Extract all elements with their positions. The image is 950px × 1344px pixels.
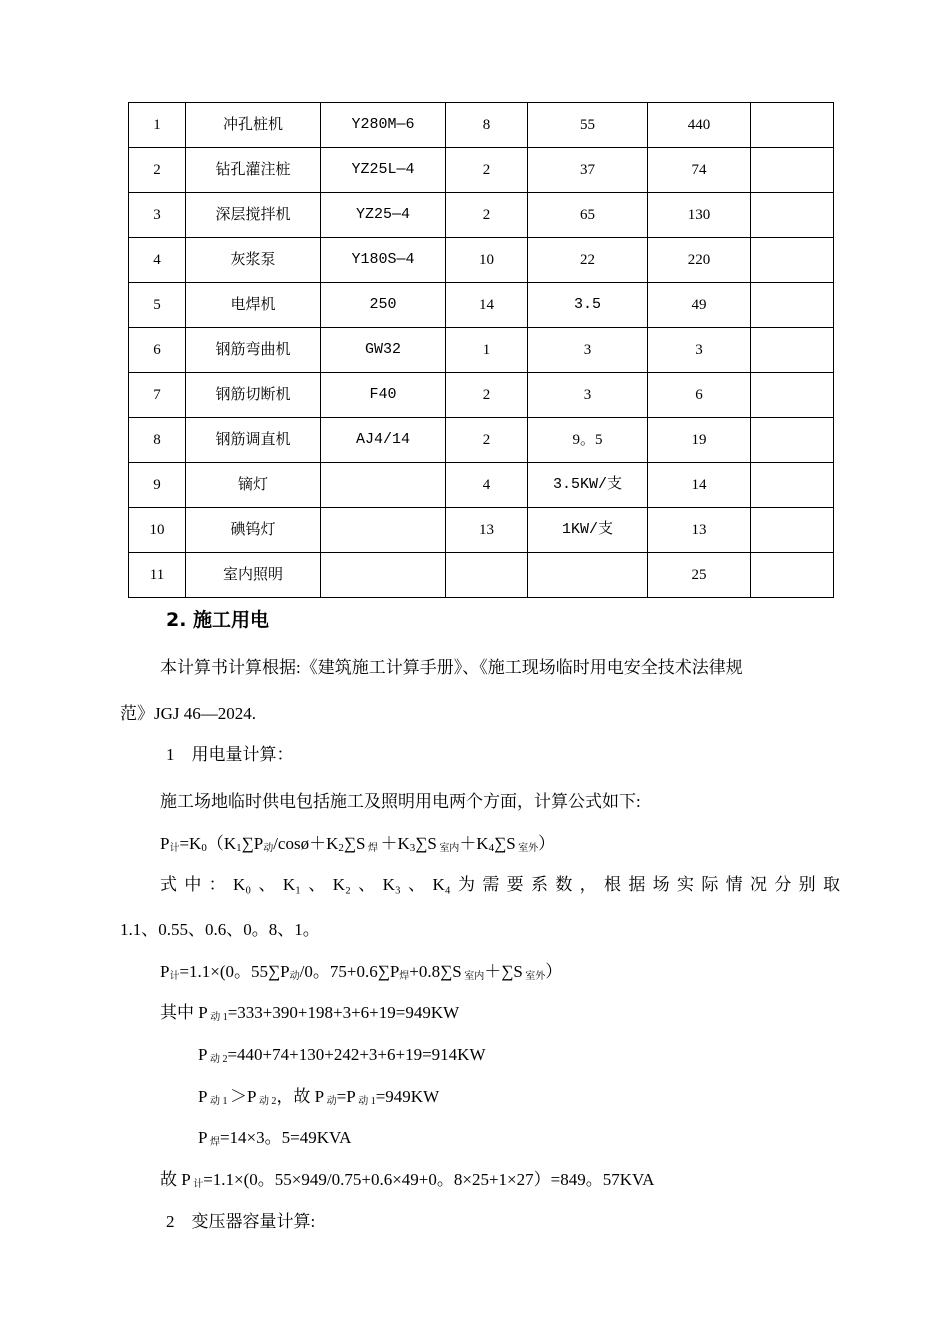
table-row [129, 328, 834, 373]
table-row [129, 103, 834, 148]
cell-model: Y180S—4 [321, 238, 446, 283]
cell-unit-power: 3.5KW/支 [528, 463, 648, 508]
cell-total-power: 49 [648, 283, 751, 328]
table-row [129, 283, 834, 328]
cell-quantity: 2 [446, 418, 528, 463]
section-heading: 2. 施工用电 [166, 609, 270, 631]
cell-total-power: 3 [648, 328, 751, 373]
table-row [129, 193, 834, 238]
cell-total-power: 14 [648, 463, 751, 508]
cell-unit-power: 3 [528, 373, 648, 418]
table-row [129, 508, 834, 553]
cell-index: 9 [129, 463, 186, 508]
formula-substituted: $P_计=1.1\times(0$。$55\sum P_动/0$。$75+0.6\sum P_焊+0.8\sum S$ $_{室内}$＋∑S $_{室外}$） [160, 962, 563, 982]
cell-equipment: 钢筋调直机 [186, 418, 321, 463]
cell-quantity: 8 [446, 103, 528, 148]
p-dong-1-value: =333+390+198+3+6+19=949KW [227, 1003, 460, 1022]
cell-model: AJ4/14 [321, 418, 446, 463]
cell-index: 5 [129, 283, 186, 328]
cell-remark [751, 148, 834, 193]
cell-remark [751, 508, 834, 553]
cell-total-power: 6 [648, 373, 751, 418]
cell-unit-power: 55 [528, 103, 648, 148]
p-dong-2-line: P $_{动 2}$=440+74+130+242+3+6+19=914KW [198, 1045, 486, 1065]
step-2-title: 2 变压器容量计算: [166, 1212, 316, 1231]
cell-total-power: 130 [648, 193, 751, 238]
cell-index: 2 [129, 148, 186, 193]
cell-model: Y280M—6 [321, 103, 446, 148]
p-dong-2-value: =440+74+130+242+3+6+19=914KW [227, 1045, 486, 1064]
cell-index: 11 [129, 553, 186, 598]
cell-quantity: 13 [446, 508, 528, 553]
p-total-value: =1.1×(0。55×949/0.75+0.6×49+0。8×25+1×27）=849。57KVA [203, 1170, 655, 1189]
formula-description: 施工场地临时供电包括施工及照明用电两个方面，计算公式如下: [160, 792, 641, 811]
cell-remark [751, 193, 834, 238]
intro-line-1: 本计算书计算根据:《建筑施工计算手册》、《施工现场临时用电安全技术法律规 [160, 658, 743, 677]
cell-remark [751, 238, 834, 283]
intro-line-2: 范》JGJ 46—2024. [120, 704, 257, 723]
cell-total-power: 25 [648, 553, 751, 598]
cell-remark [751, 283, 834, 328]
cell-quantity: 14 [446, 283, 528, 328]
cell-total-power: 19 [648, 418, 751, 463]
cell-index: 10 [129, 508, 186, 553]
cell-equipment: 钻孔灌注桩 [186, 148, 321, 193]
cell-model [321, 553, 446, 598]
cell-unit-power: 9。5 [528, 418, 648, 463]
cell-model: YZ25—4 [321, 193, 446, 238]
cell-index: 4 [129, 238, 186, 283]
cell-remark [751, 418, 834, 463]
cell-unit-power [528, 553, 648, 598]
cell-index: 1 [129, 103, 186, 148]
cell-model: YZ25L—4 [321, 148, 446, 193]
cell-unit-power: 1KW/支 [528, 508, 648, 553]
cell-unit-power: 37 [528, 148, 648, 193]
p-compare-line: P $_{动 1}$ ＞P $_{动 2}$，故 P $_动$=P $_{动 1}$=949KW [198, 1087, 440, 1107]
cell-quantity: 10 [446, 238, 528, 283]
cell-unit-power: 22 [528, 238, 648, 283]
table-row [129, 553, 834, 598]
table-row [129, 463, 834, 508]
cell-model: 250 [321, 283, 446, 328]
cell-total-power: 74 [648, 148, 751, 193]
cell-quantity [446, 553, 528, 598]
cell-quantity: 2 [446, 373, 528, 418]
cell-quantity: 4 [446, 463, 528, 508]
cell-total-power: 440 [648, 103, 751, 148]
cell-quantity: 2 [446, 193, 528, 238]
p-dong-1-line: 其中 P $_{动 1}$=333+390+198+3+6+19=949KW [160, 1003, 460, 1023]
cell-quantity: 2 [446, 148, 528, 193]
cell-total-power: 13 [648, 508, 751, 553]
cell-index: 6 [129, 328, 186, 373]
cell-unit-power: 65 [528, 193, 648, 238]
cell-equipment: 碘钨灯 [186, 508, 321, 553]
cell-model [321, 463, 446, 508]
cell-equipment: 灰浆泵 [186, 238, 321, 283]
equipment-table [128, 102, 834, 598]
cell-equipment: 钢筋弯曲机 [186, 328, 321, 373]
p-total-line: 故 P $_计$=1.1×(0。55×949/0.75+0.6×49+0。8×25+1×27）=849。57KVA [160, 1170, 655, 1190]
cell-equipment: 镝灯 [186, 463, 321, 508]
formula-general: $P_计=K_0(K_1\sum P_动/\cos ø+K_2\sum S$ $_焊 +K_3\sum S$ $_{室内}+K_4\sum S$ $_{室外}$） [160, 834, 556, 854]
coefficient-line-2: 1.1、0.55、0.6、0。8、1。 [120, 920, 320, 939]
table-row [129, 238, 834, 283]
coefficient-line-1: 式中：K₀、K₁、K₂、K₃、K₄为需要系数，根据场实际情况分别取 [160, 875, 840, 894]
cell-remark [751, 373, 834, 418]
table-row [129, 373, 834, 418]
cell-remark [751, 103, 834, 148]
cell-total-power: 220 [648, 238, 751, 283]
cell-equipment: 室内照明 [186, 553, 321, 598]
cell-equipment: 冲孔桩机 [186, 103, 321, 148]
cell-equipment: 深层搅拌机 [186, 193, 321, 238]
cell-unit-power: 3 [528, 328, 648, 373]
cell-remark [751, 328, 834, 373]
cell-remark [751, 463, 834, 508]
cell-model: GW32 [321, 328, 446, 373]
cell-remark [751, 553, 834, 598]
cell-index: 3 [129, 193, 186, 238]
step-1-title: 1 用电量计算： [166, 745, 294, 764]
cell-equipment: 钢筋切断机 [186, 373, 321, 418]
cell-index: 8 [129, 418, 186, 463]
cell-model: F40 [321, 373, 446, 418]
cell-index: 7 [129, 373, 186, 418]
p-weld-value: =14×3。5=49KVA [219, 1128, 352, 1147]
table-row [129, 148, 834, 193]
p-weld-line: P $_焊$=14×3。5=49KVA [198, 1128, 352, 1148]
cell-unit-power: 3.5 [528, 283, 648, 328]
cell-quantity: 1 [446, 328, 528, 373]
table-row [129, 418, 834, 463]
cell-equipment: 电焊机 [186, 283, 321, 328]
cell-model [321, 508, 446, 553]
